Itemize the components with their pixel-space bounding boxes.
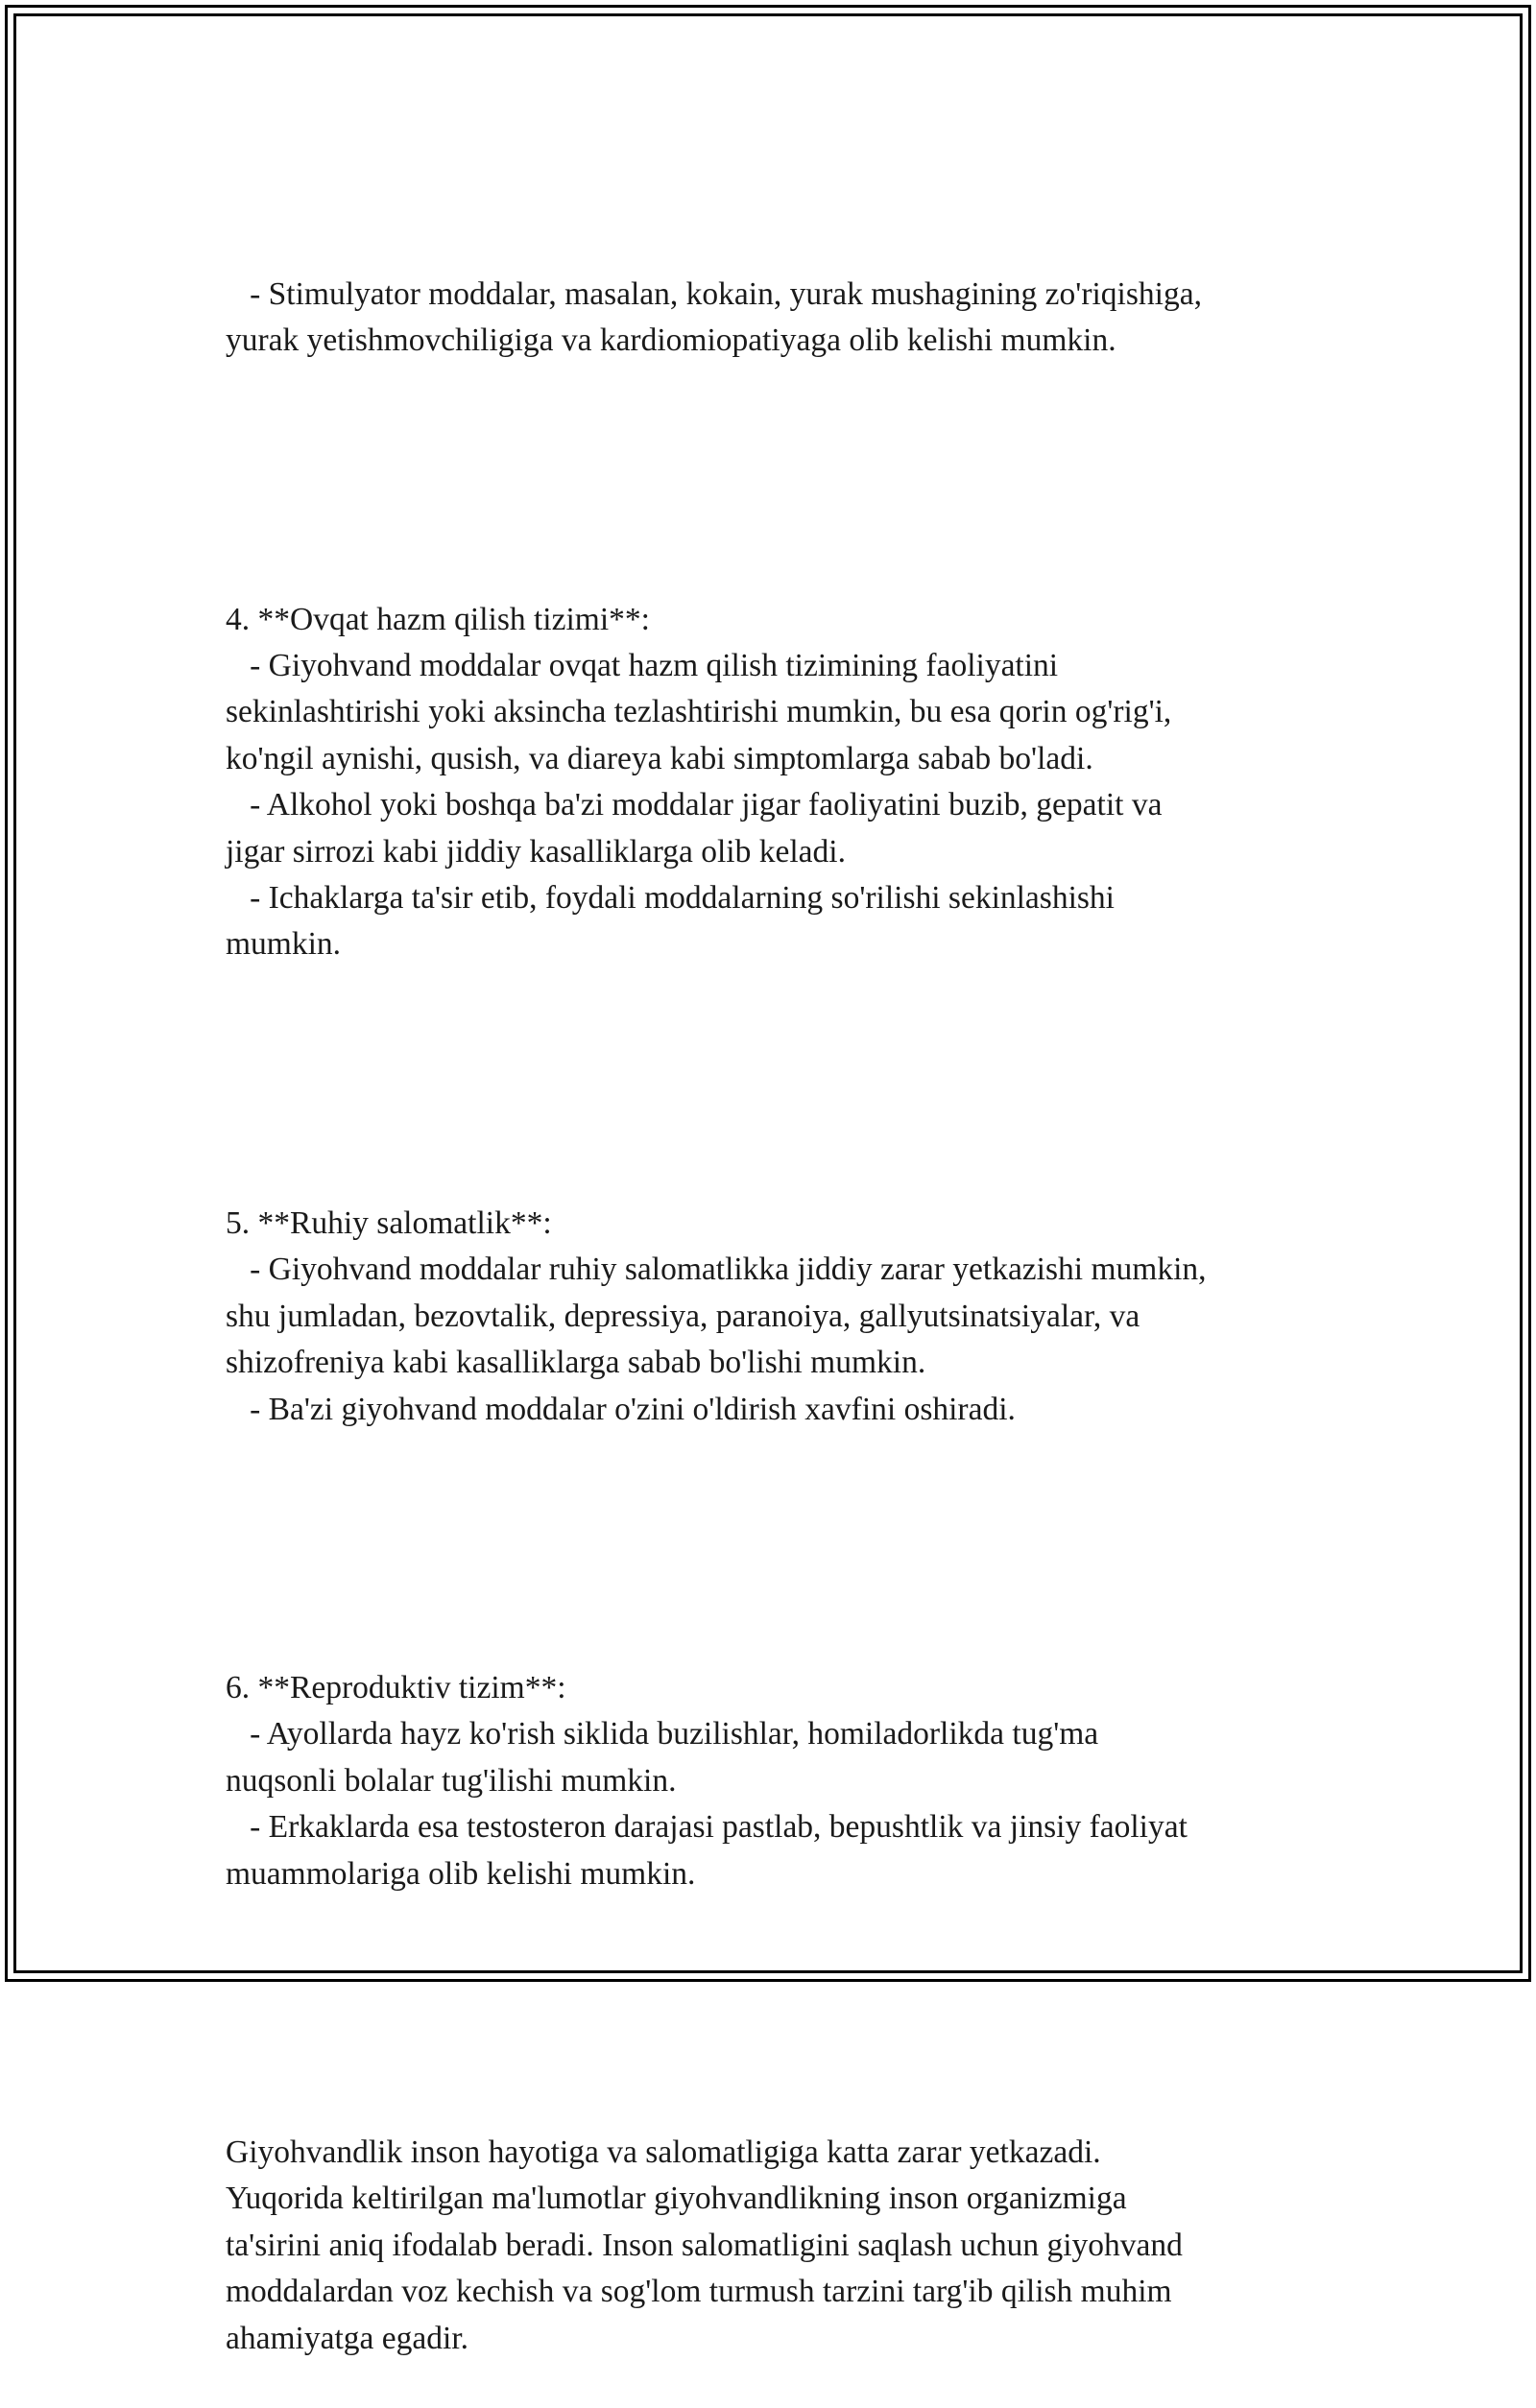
document-body [226,179,1330,2408]
paragraph-spacer [226,457,1330,503]
section-reproductive-system: 6. **Reproduktiv tizim**: - Ayollarda hayz ko'rish siklida buzilishlar, homiladorlikda tug'ma nuqsonli bolalar tug'ilishi mumkin. - Erkaklarda esa testosteron darajasi pastlab, bepushtlik va jinsiy faoliyat muammolariga olib kelishi mumkin. [226,1669,1188,1892]
paragraph-spacer [226,1526,1330,1572]
paragraph-spacer [226,1061,1330,1108]
conclusion-paragraph: Giyohvandlik inson hayotiga va salomatligiga katta zarar yetkazadi. Yuqorida keltirilgan ma'lumotlar giyohvandlikning inson organizmiga ta'sirini aniq ifodalab beradi. Inson salomatligini saqlash uchun giyohvand moddalardan voz kechish va sog'lom turmush tarzini targ'ib qilish muhim ahamiyatga egadir. [226,2134,1183,2356]
paragraph-cardiovascular-continuation: - Stimulyator moddalar, masalan, kokain, yurak mushagining zo'riqishiga, yurak yetishmovchiligiga va kardiomiopatiyaga olib kelishi mumkin. [226,275,1202,359]
section-digestive-system: 4. **Ovqat hazm qilish tizimi**: - Giyohvand moddalar ovqat hazm qilish tizimining faoliyatini sekinlashtirishi yoki aksincha tezlashtirishi mumkin, bu esa qorin og'rig'i, ko'ngil aynishi, qusish, va diareya kabi simptomlarga sabab bo'ladi. - Alkohol yoki boshqa ba'zi moddalar jigar faoliyatini buzib, gepatit va jigar sirrozi kabi jiddiy kasalliklarga olib keladi. - Ichaklarga ta'sir etib, foydali moddalarning so'rilishi sekinlashishi mumkin. [226,601,1172,963]
paragraph-spacer [226,1991,1330,2037]
section-mental-health: 5. **Ruhiy salomatlik**: - Giyohvand moddalar ruhiy salomatlikka jiddiy zarar yetkazishi mumkin, shu jumladan, bezovtalik, depressiya, paranoiya, gallyutsinatsiyalar, va shizofreniya kabi kasalliklarga sabab bo'lishi mumkin. - Ba'zi giyohvand moddalar o'zini o'ldirish xavfini oshiradi. [226,1204,1207,1427]
